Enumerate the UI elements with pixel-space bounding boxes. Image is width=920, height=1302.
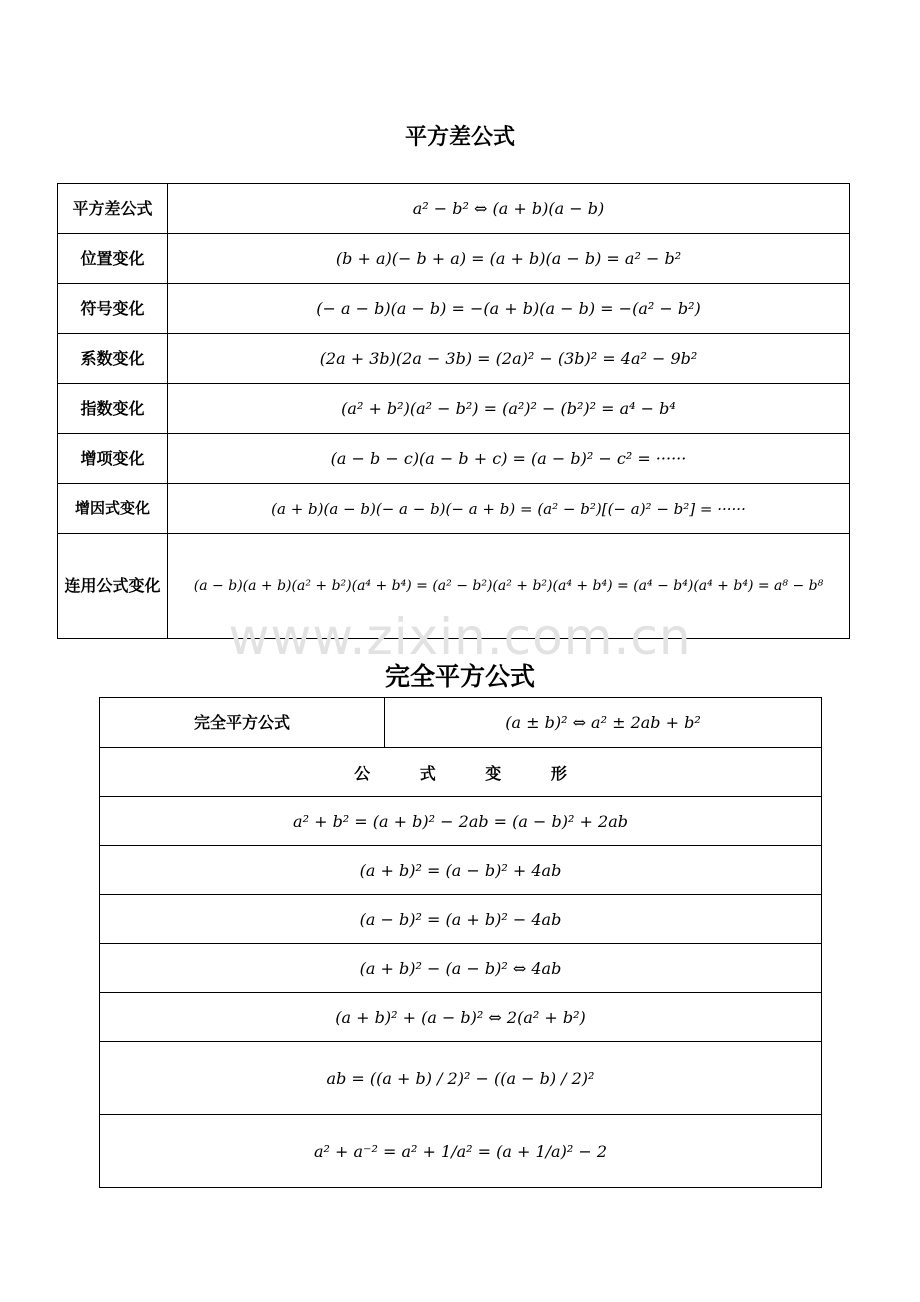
formula: a² − b² ⇔ (a + b)(a − b)	[168, 184, 850, 234]
table-row	[100, 895, 822, 944]
formula: (a + b)² − (a − b)² ⇔ 4ab	[100, 944, 822, 993]
table-row	[100, 1115, 822, 1188]
formula: a² + a⁻² = a² + 1/a² = (a + 1/a)² − 2	[100, 1115, 822, 1188]
row-label: 系数变化	[58, 334, 168, 384]
table-row	[58, 384, 850, 434]
section-title-perfect-square: 完全平方公式	[384, 662, 535, 691]
table-row	[100, 748, 822, 797]
table-row	[100, 993, 822, 1042]
formula: (− a − b)(a − b) = −(a + b)(a − b) = −(a² − b²)	[168, 284, 850, 334]
table-row	[58, 484, 850, 534]
formula: (a − b − c)(a − b + c) = (a − b)² − c² = ······	[168, 434, 850, 484]
table-row	[58, 234, 850, 284]
row-label: 完全平方公式	[100, 698, 385, 748]
row-label: 位置变化	[58, 234, 168, 284]
row-label: 符号变化	[58, 284, 168, 334]
formula: (a + b)(a − b)(− a − b)(− a + b) = (a² − b²)[(− a)² − b²] = ······	[168, 484, 850, 534]
table-row	[100, 944, 822, 993]
table-row	[58, 334, 850, 384]
perfect-square-table	[99, 697, 822, 1188]
table-row	[58, 284, 850, 334]
table-row	[100, 698, 822, 748]
difference-of-squares-table	[57, 183, 850, 639]
formula: (a − b)(a + b)(a² + b²)(a⁴ + b⁴) = (a² − b²)(a² + b²)(a⁴ + b⁴) = (a⁴ − b⁴)(a⁴ + b⁴) = a⁸ − b⁸	[168, 534, 850, 639]
section-title-difference-of-squares: 平方差公式	[404, 125, 515, 150]
row-label: 连用公式变化	[58, 534, 168, 639]
row-label: 增因式变化	[58, 484, 168, 534]
row-label: 指数变化	[58, 384, 168, 434]
formula: (2a + 3b)(2a − 3b) = (2a)² − (3b)² = 4a² − 9b²	[168, 334, 850, 384]
formula: (a − b)² = (a + b)² − 4ab	[100, 895, 822, 944]
formula: a² + b² = (a + b)² − 2ab = (a − b)² + 2ab	[100, 797, 822, 846]
formula: (b + a)(− b + a) = (a + b)(a − b) = a² − b²	[168, 234, 850, 284]
formula: (a² + b²)(a² − b²) = (a²)² − (b²)² = a⁴ − b⁴	[168, 384, 850, 434]
row-label: 平方差公式	[58, 184, 168, 234]
formula: ab = ((a + b) / 2)² − ((a − b) / 2)²	[100, 1042, 822, 1115]
formula: (a + b)² + (a − b)² ⇔ 2(a² + b²)	[100, 993, 822, 1042]
formula: (a + b)² = (a − b)² + 4ab	[100, 846, 822, 895]
watermark: www.zixin.com.cn	[228, 608, 692, 666]
formula: (a ± b)² ⇔ a² ± 2ab + b²	[385, 698, 822, 748]
table-row	[100, 1042, 822, 1115]
table-row	[58, 534, 850, 639]
table-row	[100, 797, 822, 846]
row-label: 增项变化	[58, 434, 168, 484]
table-row	[58, 434, 850, 484]
table-row	[100, 846, 822, 895]
table-row	[58, 184, 850, 234]
variations-header: 公 式 变 形	[100, 748, 822, 797]
